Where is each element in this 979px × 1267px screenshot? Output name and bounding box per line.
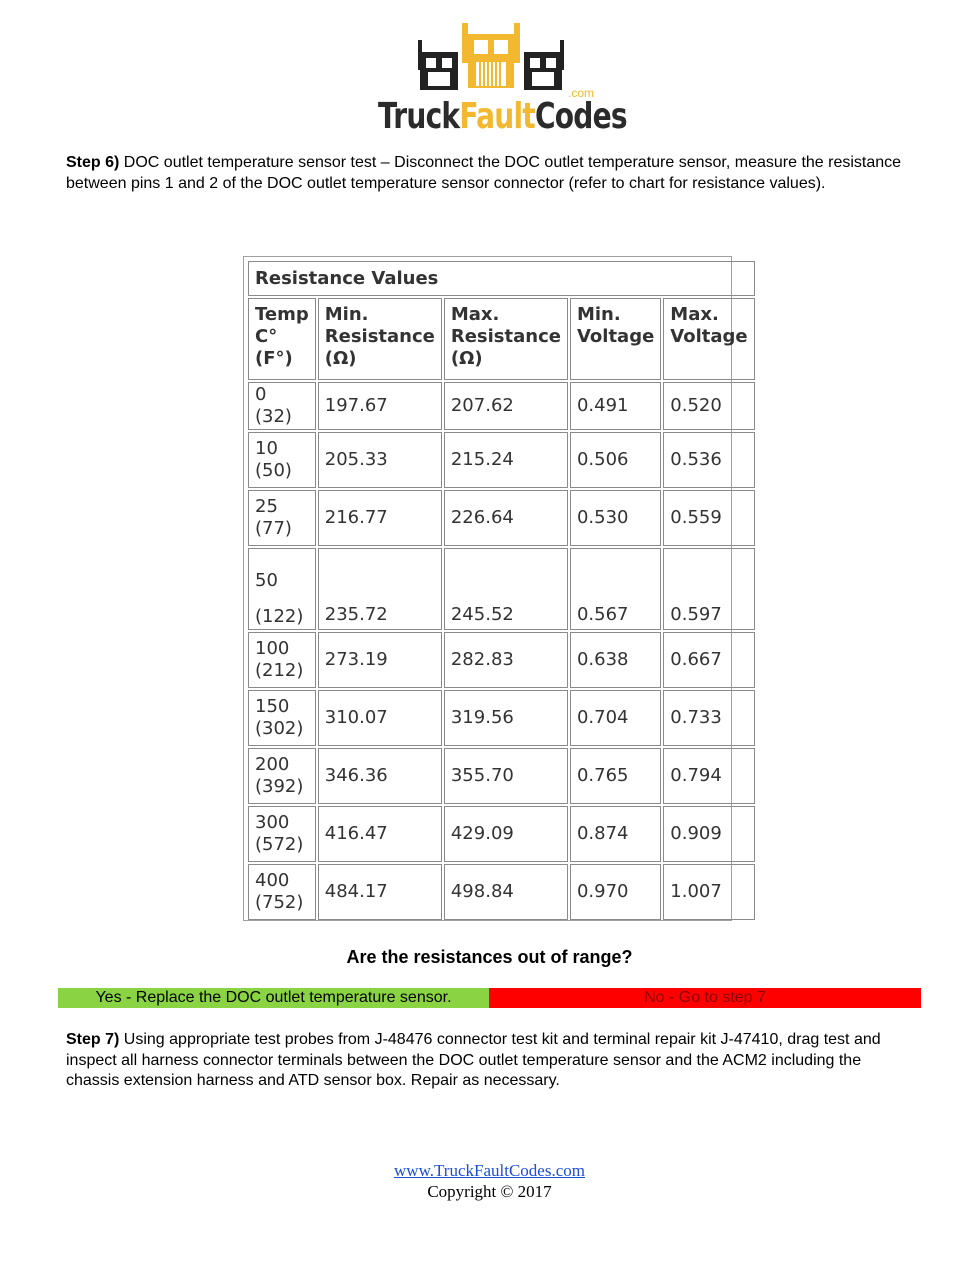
cell-min-resistance: 310.07 <box>318 690 442 746</box>
cell-max-resistance: 429.09 <box>444 806 568 862</box>
cell-min-voltage: 0.970 <box>570 864 661 920</box>
cell-temp <box>248 490 316 546</box>
step-6-label: Step 6) <box>66 154 120 171</box>
cell-max-resistance: 282.83 <box>444 632 568 688</box>
temp-fahrenheit: (572) <box>255 834 304 855</box>
cell-temp <box>248 432 316 488</box>
temp-fahrenheit: (122) <box>255 606 304 627</box>
logo-word-codes: Codes <box>534 96 627 137</box>
step-7-label: Step 7) <box>66 1031 120 1048</box>
cell-min-resistance: 273.19 <box>318 632 442 688</box>
temp-celsius: 300 <box>255 812 290 833</box>
cell-spacer <box>255 592 309 606</box>
temp-fahrenheit: (752) <box>255 892 304 913</box>
temp-fahrenheit: (212) <box>255 660 304 681</box>
table-row <box>248 548 755 630</box>
step-7-paragraph <box>66 1030 916 1092</box>
cell-min-resistance: 235.72 <box>318 548 442 630</box>
cell-max-resistance: 215.24 <box>444 432 568 488</box>
logo-word-truck: Truck <box>378 96 460 137</box>
step-6-paragraph <box>66 153 916 194</box>
cell-min-resistance: 484.17 <box>318 864 442 920</box>
temp-celsius: 400 <box>255 870 290 891</box>
site-logo <box>378 20 627 137</box>
table-row <box>248 748 755 804</box>
table-row <box>248 806 755 862</box>
cell-min-voltage: 0.638 <box>570 632 661 688</box>
temp-celsius: 0 <box>255 384 267 405</box>
cell-max-resistance: 207.62 <box>444 382 568 430</box>
header-line: (Ω) <box>324 348 357 369</box>
cell-temp <box>248 806 316 862</box>
resistance-values-table <box>243 256 748 921</box>
cell-max-resistance: 355.70 <box>444 748 568 804</box>
cell-max-voltage: 0.520 <box>663 382 754 430</box>
truck-icon <box>418 20 564 98</box>
cell-max-voltage: 0.597 <box>663 548 754 630</box>
temp-celsius: 200 <box>255 754 290 775</box>
logo-suffix: .com <box>568 86 595 100</box>
header-line: (Ω) <box>450 348 483 369</box>
page-footer <box>0 1160 979 1202</box>
footer-link[interactable]: www.TruckFaultCodes.com <box>394 1161 585 1180</box>
cell-temp <box>248 382 316 430</box>
cell-min-voltage: 0.704 <box>570 690 661 746</box>
cell-temp <box>248 748 316 804</box>
table-row <box>248 490 755 546</box>
header-line: Max. <box>450 304 500 325</box>
cell-min-voltage: 0.874 <box>570 806 661 862</box>
temp-fahrenheit: (302) <box>255 718 304 739</box>
header-line: Voltage <box>576 326 655 347</box>
header-line: Resistance <box>324 326 435 347</box>
header-min-resistance <box>318 298 442 380</box>
cell-min-voltage: 0.567 <box>570 548 661 630</box>
header-line: Min. <box>576 304 621 325</box>
cell-temp <box>248 548 316 630</box>
cell-max-resistance: 319.56 <box>444 690 568 746</box>
table-title: Resistance Values <box>248 261 755 296</box>
header-line: Temp <box>255 304 309 325</box>
header-line: (F°) <box>255 348 293 369</box>
temp-fahrenheit: (77) <box>255 518 292 539</box>
cell-min-voltage: 0.491 <box>570 382 661 430</box>
temp-fahrenheit: (50) <box>255 460 292 481</box>
cell-min-voltage: 0.506 <box>570 432 661 488</box>
cell-max-voltage: 0.559 <box>663 490 754 546</box>
cell-max-voltage: 0.536 <box>663 432 754 488</box>
cell-temp <box>248 690 316 746</box>
table-row <box>248 690 755 746</box>
temp-celsius: 150 <box>255 696 290 717</box>
cell-min-voltage: 0.765 <box>570 748 661 804</box>
table-row <box>248 864 755 920</box>
header-line: Resistance <box>450 326 561 347</box>
table-row <box>248 432 755 488</box>
logo-wordmark <box>378 96 627 137</box>
cell-max-voltage: 0.667 <box>663 632 754 688</box>
header-line: Min. <box>324 304 369 325</box>
temp-celsius: 25 <box>255 496 278 517</box>
answer-no: No - Go to step 7 <box>489 988 921 1008</box>
step-6-text: DOC outlet temperature sensor test – Disconnect the DOC outlet temperature sensor, measure the resistance between pins 1 and 2 of the DOC outlet temperature sensor connector (refer to chart for resistance values). <box>66 154 902 192</box>
temp-celsius: 100 <box>255 638 290 659</box>
header-max-resistance <box>444 298 568 380</box>
temp-celsius: 10 <box>255 438 278 459</box>
cell-min-resistance: 205.33 <box>318 432 442 488</box>
cell-max-voltage: 0.733 <box>663 690 754 746</box>
table-row <box>248 632 755 688</box>
header-line: C° <box>255 326 278 347</box>
header-min-voltage <box>570 298 661 380</box>
cell-max-resistance: 245.52 <box>444 548 568 630</box>
temp-fahrenheit: (32) <box>255 406 292 427</box>
cell-max-voltage: 1.007 <box>663 864 754 920</box>
cell-min-voltage: 0.530 <box>570 490 661 546</box>
table-row <box>248 382 755 430</box>
header-line: Voltage <box>670 326 748 347</box>
header-max-voltage <box>663 298 754 380</box>
cell-max-resistance: 226.64 <box>444 490 568 546</box>
header-line: Max. <box>670 304 719 325</box>
cell-max-voltage: 0.794 <box>663 748 754 804</box>
answer-bar <box>58 988 921 1008</box>
answer-yes: Yes - Replace the DOC outlet temperature sensor. <box>58 988 489 1008</box>
temp-fahrenheit: (392) <box>255 776 304 797</box>
temp-celsius: 50 <box>255 570 278 591</box>
header-temp <box>248 298 316 380</box>
cell-min-resistance: 416.47 <box>318 806 442 862</box>
cell-min-resistance: 216.77 <box>318 490 442 546</box>
cell-temp <box>248 864 316 920</box>
cell-min-resistance: 197.67 <box>318 382 442 430</box>
question-heading: Are the resistances out of range? <box>346 947 633 967</box>
step-7-text: Using appropriate test probes from J-48476 connector test kit and terminal repair kit J-47410, drag test and inspect all harness connector terminals between the DOC outlet temperature sensor and the ACM2 including the chassis extension harness and ATD sensor box. Repair as necessary. <box>66 1031 881 1089</box>
cell-max-resistance: 498.84 <box>444 864 568 920</box>
cell-max-voltage: 0.909 <box>663 806 754 862</box>
footer-copyright: Copyright © 2017 <box>427 1182 552 1201</box>
logo-word-fault: Fault <box>459 96 535 137</box>
cell-min-resistance: 346.36 <box>318 748 442 804</box>
cell-temp <box>248 632 316 688</box>
